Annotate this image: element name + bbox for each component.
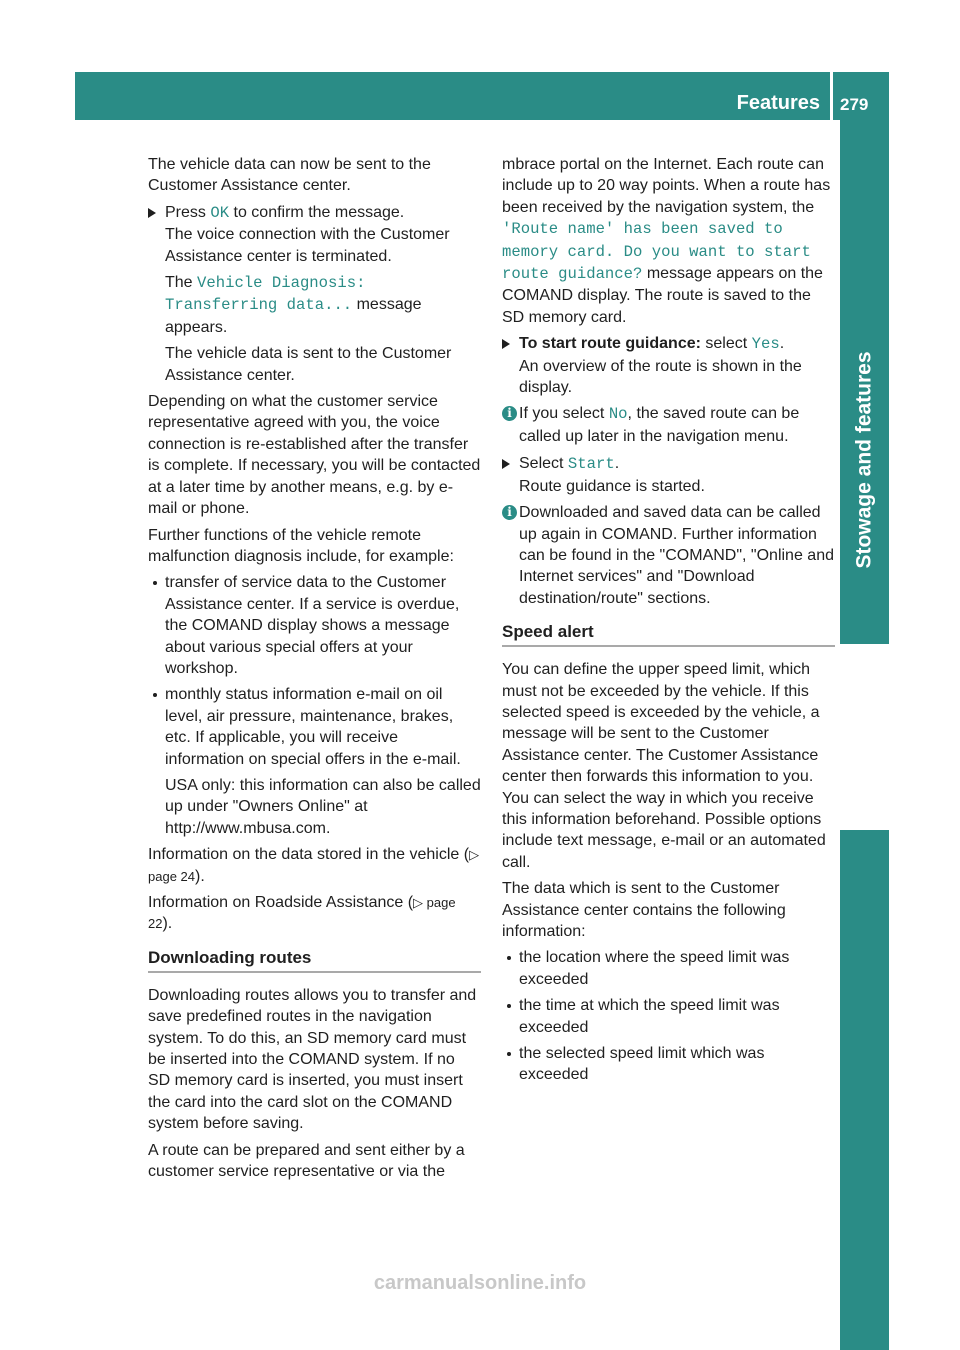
step-text: The vehicle data is sent to the Customer Assistance center.	[165, 345, 452, 384]
display-code: OK	[210, 203, 230, 222]
section-heading: Speed alert	[502, 621, 835, 647]
page-reference-link[interactable]: ▷ page 24	[148, 847, 480, 884]
step-text: The Vehicle Diagnosis: Transferring data... message appears.	[165, 274, 422, 336]
section-title: Features	[736, 92, 820, 114]
bullet-icon	[507, 956, 511, 960]
paragraph: The vehicle data can now be sent to the Customer Assistance center.	[148, 156, 431, 195]
instruction-step: Select Start. Route guidance is started.	[502, 453, 835, 497]
paragraph: mbrace portal on the Internet. Each route can include up to 20 way points. When a route has been received by the navigation system, the 'Route name' has been saved to memory card. Do you want to start route guidance? message appears on the COMAND display. The route is saved to the SD memory card.	[502, 156, 831, 326]
display-code: Start	[567, 455, 615, 474]
paragraph: Further functions of the vehicle remote malfunction diagnosis include, for example:	[148, 526, 454, 565]
list-item: transfer of service data to the Customer Assistance center. If a service is overdue, the COMAND display shows a message about various special offers at your workshop.	[148, 572, 481, 679]
section-heading: Downloading routes	[148, 947, 481, 973]
bullet-icon	[153, 581, 157, 585]
list-item: the selected speed limit which was exceeded	[502, 1043, 835, 1086]
info-note: i Downloaded and saved data can be called up again in COMAND. Further information can be found in the "COMAND", "Online and Internet services" and "Download destination/route" sections.	[502, 502, 835, 609]
bullet-icon	[507, 1004, 511, 1008]
step-text: Press OK to confirm the message. The voice connection with the Customer Assistance center is terminated.	[165, 203, 450, 265]
display-code: No	[608, 405, 628, 424]
list-item: the time at which the speed limit was exceeded	[502, 995, 835, 1038]
bullet-icon	[153, 693, 157, 697]
paragraph: You can define the upper speed limit, which must not be exceeded by the vehicle. If this selected speed is exceeded by the vehicle, a message will be sent to the Customer Assistance center. The Customer Assistance center then forwards this information to you. You can select the way in which you receive this information beforehand. Possible options include text message, e-mail or an automated call.	[502, 661, 826, 871]
paragraph: Information on Roadside Assistance (▷ page 22).	[148, 894, 456, 933]
bullet-icon	[507, 1052, 511, 1056]
display-code: Yes	[751, 335, 780, 354]
paragraph: Downloading routes allows you to transfer and save predefined routes in the navigation system. To do this, an SD memory card must be inserted into the COMAND system. If no SD memory card is inserted, you must insert the card into the card slot on the COMAND system before saving.	[148, 986, 477, 1133]
step-arrow-icon	[148, 208, 156, 218]
page-number: 279	[840, 95, 869, 114]
step-arrow-icon	[502, 339, 510, 349]
list-item: the location where the speed limit was exceeded	[502, 947, 835, 990]
step-arrow-icon	[502, 459, 510, 469]
info-icon: i	[502, 406, 517, 421]
list-item: monthly status information e-mail on oil level, air pressure, maintenance, brakes, etc. If applicable, you will receive information on special offers in the e-mail. USA only: this information can also be called up under "Owners Online" at http://www.mbusa.com.	[148, 684, 481, 839]
watermark: carmanualsonline.info	[373, 1272, 587, 1294]
display-code: Vehicle Diagnosis: Transferring data...	[165, 274, 366, 315]
paragraph: The data which is sent to the Customer Assistance center contains the following information:	[502, 880, 786, 940]
info-icon: i	[502, 505, 517, 520]
display-code: 'Route name' has been saved to memory card. Do you want to start route guidance?	[502, 220, 811, 284]
paragraph: Depending on what the customer service representative agreed with you, the voice connection is re-established after the transfer is complete. If necessary, you will be contacted at a later time by another means, e.g. by e-mail or phone.	[148, 393, 481, 518]
right-column	[502, 154, 835, 1091]
side-tab-label: Stowage and features	[852, 351, 876, 569]
header-divider	[830, 72, 833, 120]
info-note: i If you select No, the saved route can be called up later in the navigation menu.	[502, 403, 835, 447]
page-reference-link[interactable]: ▷ page 22	[148, 895, 456, 932]
left-column	[148, 154, 481, 1187]
instruction-step: To start route guidance: select Yes. An overview of the route is shown in the display.	[502, 333, 835, 398]
paragraph: A route can be prepared and sent either by a customer service representative or via the	[148, 1141, 465, 1181]
instruction-step	[148, 202, 481, 386]
paragraph: Information on the data stored in the vehicle (▷ page 24).	[148, 846, 480, 885]
